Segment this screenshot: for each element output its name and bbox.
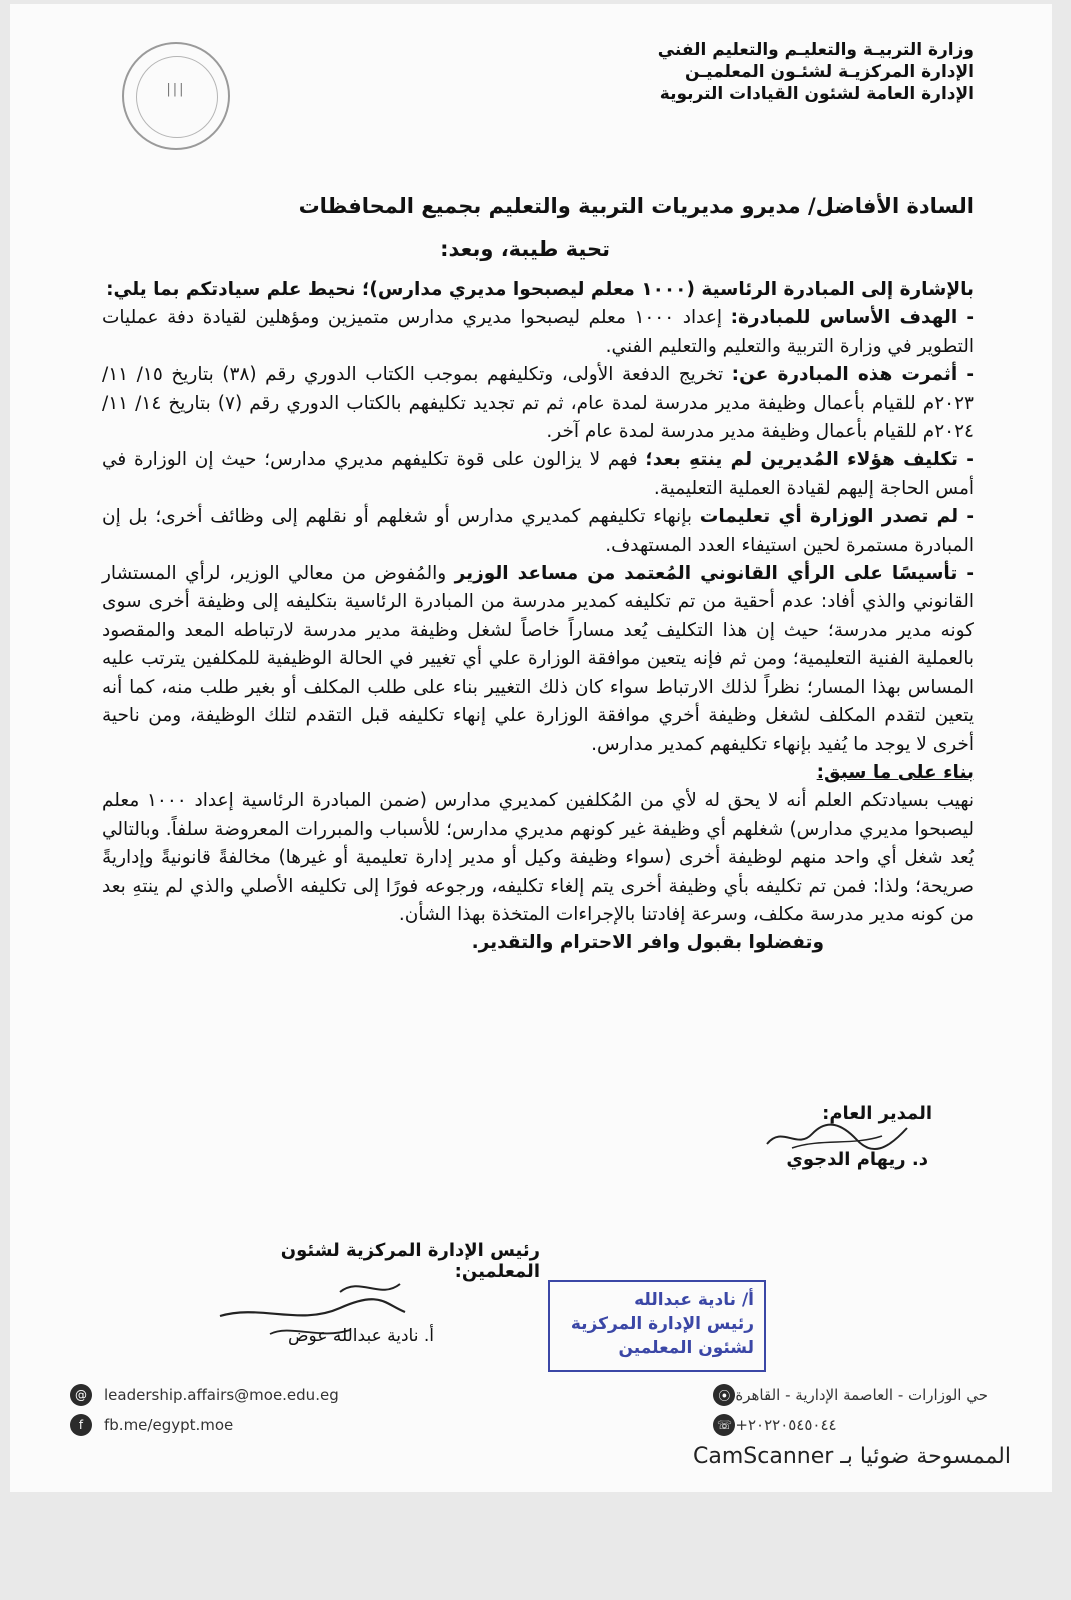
item-results <box>102 361 974 446</box>
signatory-name: أ. نادية عبدالله عوض <box>288 1326 434 1346</box>
footer-address-text: حي الوزارات - العاصمة الإدارية - القاهرة <box>735 1386 988 1404</box>
letterhead-ministry: وزارة التربيـة والتعليـم والتعليم الفني <box>657 40 974 60</box>
footer-address <box>703 1380 988 1440</box>
signature-block-general-manager <box>712 1102 932 1172</box>
item-legal-opinion <box>102 560 974 759</box>
signatory-name: د. ريهام الدجوي <box>786 1149 928 1170</box>
phone-icon: ☏ <box>713 1414 735 1436</box>
footer-contacts <box>70 1380 339 1440</box>
item-lead: - لم تصدر الوزارة أي تعليمات <box>699 506 975 528</box>
item-text: والمُفوض من معالي الوزير، لرأي المستشار القانوني والذي أفاد: عدم أحقية من تم تكليفه كمدير مدرسة من المبادرة الرئاسية بتكليفه إلى وظيفة أخرى سوى كونه مدير مدرسة؛ حيث إن هذا التكليف يُعد مساراً خاصاً لشغل وظيفة مدير مدرسة لارتباطه المعد والمقصود بالعملية الفنية التعليمية؛ ومن ثم فإنه يتعين موافقة الوزارة علي أي تغيير في الحالة الوظيفية للمكلفين يترتب عليه المساس بهذا المسار؛ نظراً لذلك الارتباط سواء كان ذلك التغيير بناء على طلب المكلف أو بغير طلب منه، كما أنه يتعين لتقدم المكلف لشغل وظيفة أخري موافقة الوزارة علي إنهاء تكليفه قبل التقدم لتلك الوظيفة، ومن ناحية أخرى لا يوجد ما يُفيد بإنهاء تكليفهم كمدير مدارس. <box>102 563 974 755</box>
official-stamp <box>548 1280 766 1372</box>
item-lead: - تكليف هؤلاء المُديرين لم ينتهِ بعد؛ <box>645 449 974 471</box>
item-text: بإنهاء تكليفهم كمديري مدارس أو شغلهم أو نقلهم إلى وظائف أخرى؛ بل إن المبادرة مستمرة لحين استيفاء العدد المستهدف. <box>102 506 974 556</box>
ministry-seal-icon: ||| <box>122 42 230 150</box>
closing-line: وتفضلوا بقبول وافر الاحترام والتقدير. <box>471 932 824 954</box>
scanner-watermark: الممسوحة ضوئيا بـ CamScanner <box>693 1444 1011 1469</box>
location-pin-icon: ⦿ <box>713 1384 735 1406</box>
email-icon: @ <box>70 1384 92 1406</box>
footer-phone: +٢٠٢٢٠٥٤٥٠٤٤ <box>735 1416 837 1434</box>
conclusion-heading: بناء على ما سبق: <box>816 761 974 783</box>
handwritten-signature-icon <box>762 1120 912 1154</box>
item-lead: - أثمرت هذه المبادرة عن: <box>731 364 975 386</box>
item-lead: - الهدف الأساس للمبادرة: <box>730 307 975 329</box>
footer-facebook[interactable]: fb.me/egypt.moe <box>104 1416 234 1434</box>
letter-body <box>102 276 974 958</box>
footer-email[interactable]: leadership.affairs@moe.edu.eg <box>104 1386 339 1404</box>
conclusion-paragraph: نهيب بسيادتكم العلم أنه لا يحق له لأي من المُكلفين كمديري مدارس (ضمن المبادرة الرئاسية إعداد ١٠٠٠ معلم ليصبحوا مديري مدارس) شغلهم أي وظيفة غير كونهم مديري مدارس؛ للأسباب والمبررات المعروضة سلفاً. وبالتالي يُعد شغل أي واحد منهم لوظيفة أخرى (سواء وظيفة وكيل أو مدير إدارة تعليمية أو غيرها) مخالفةً قانونيةً وإداريةً صريحة؛ ولذا: فمن تم تكليفه بأي وظيفة أخرى يتم إلغاء تكليفه، ورجوعه فورًا إلى تكليفه الأصلي والذي لم ينتهِ بعد من كونه مدير مدرسة مكلف، وسرعة إفادتنا بالإجراءات المتخذة بهذا الشأن. <box>102 790 974 925</box>
item-lead: - تأسيسًا على الرأي القانوني المُعتمد من مساعد الوزير <box>454 563 974 585</box>
signature-block-central-head: رئيس الإدارة المركزية لشئون المعلمين: <box>280 1240 540 1282</box>
stamp-line: رئيس الإدارة المركزية <box>570 1314 754 1334</box>
intro-paragraph: بالإشارة إلى المبادرة الرئاسية (١٠٠٠ معلم ليصبحوا مديري مدارس)؛ نحيط علم سيادتكم بما يلي: <box>106 279 974 300</box>
item-text: إعداد ١٠٠٠ معلم ليصبحوا مديري مدارس متميزين ومؤهلين لقيادة دفة عمليات التطوير في وزارة التربية والتعليم والتعليم الفني. <box>102 307 974 357</box>
letterhead-central-admin: الإدارة المركزيـة لشئـون المعلميـن <box>685 62 974 82</box>
letterhead <box>614 39 974 105</box>
document-page <box>10 4 1052 1492</box>
item-text: فهم لا يزالون على قوة تكليفهم مديري مدارس؛ حيث إن الوزارة في أمس الحاجة إليهم لقيادة العملية التعليمية. <box>102 449 974 499</box>
stamp-line: لشئون المعلمين <box>618 1338 754 1358</box>
greeting: تحية طيبة، وبعد: <box>440 237 610 261</box>
stamp-line: أ/ نادية عبدالله <box>634 1290 754 1310</box>
item-no-instructions <box>102 503 974 560</box>
signatory-title: المدير العام: <box>822 1103 932 1124</box>
item-goal <box>102 304 974 361</box>
item-text: تخريج الدفعة الأولى، وتكليفهم بموجب الكتاب الدوري رقم (٣٨) بتاريخ ١٥/ ١١/ ٢٠٢٣م للقيام بأعمال وظيفة مدير مدرسة لمدة عام، ثم تم تجديد تكليفهم بالكتاب الدوري رقم (٧) بتاريخ ١٤/ ١١/ ٢٠٢٤م للقيام بأعمال وظيفة مدير مدرسة لمدة عام آخر. <box>102 364 974 443</box>
item-assignment-ongoing <box>102 446 974 503</box>
addressee: السادة الأفاضل/ مديرو مديريات التربية والتعليم بجميع المحافظات <box>298 194 974 218</box>
letterhead-general-admin: الإدارة العامة لشئون القيادات التربوية <box>659 84 974 104</box>
facebook-icon: f <box>70 1414 92 1436</box>
